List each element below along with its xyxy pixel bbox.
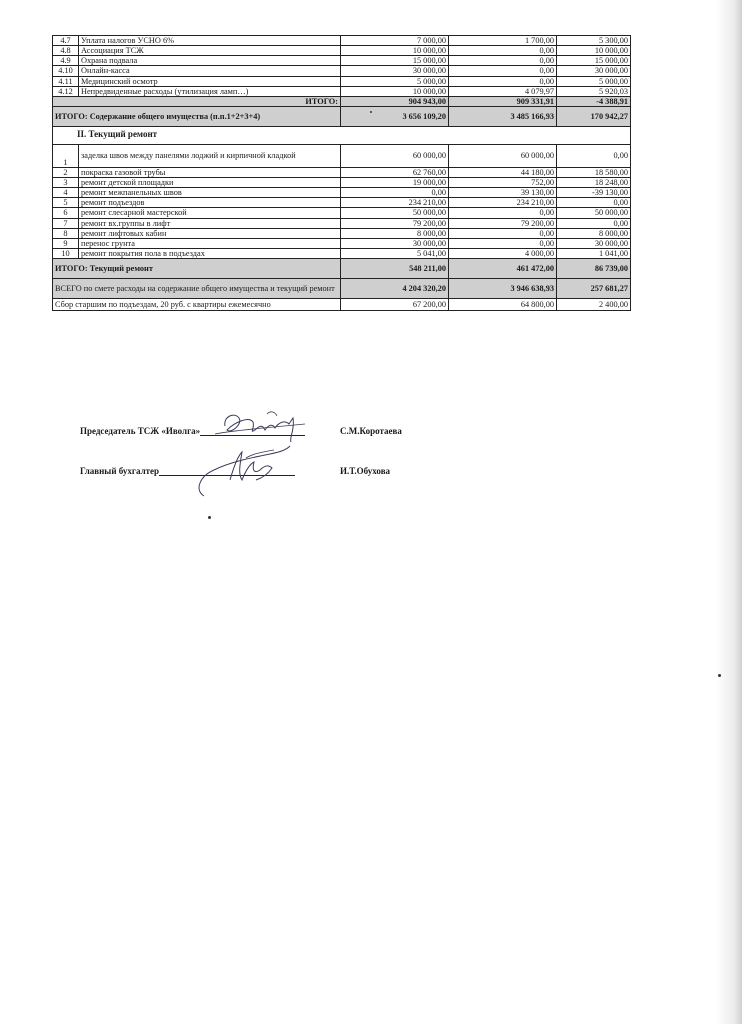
row-plan: 79 200,00	[341, 218, 449, 228]
row-name: Непредвиденные расходы (утилизация ламп…)	[79, 86, 341, 96]
subtotal-row	[53, 96, 631, 106]
table-row	[53, 188, 631, 198]
row-name: ремонт вх.группы в лифт	[79, 218, 341, 228]
table-row	[53, 36, 631, 46]
subtotal-diff: -4 388,91	[557, 96, 631, 106]
scan-speck	[718, 674, 721, 677]
accountant-signature-icon	[190, 440, 300, 502]
table-row	[53, 66, 631, 76]
row-number: 9	[53, 238, 79, 248]
row-fact: 0,00	[449, 76, 557, 86]
row-plan: 60 000,00	[341, 144, 449, 167]
table-row	[53, 46, 631, 56]
row-plan: 8 000,00	[341, 228, 449, 238]
row-plan: 10 000,00	[341, 46, 449, 56]
row-number: 4.10	[53, 66, 79, 76]
row-diff: -39 130,00	[557, 188, 631, 198]
row-plan: 50 000,00	[341, 208, 449, 218]
row-name: ремонт подъездов	[79, 198, 341, 208]
row-number: 8	[53, 228, 79, 238]
row-number: 4.11	[53, 76, 79, 86]
maintenance-total-fact: 3 485 166,93	[449, 106, 557, 126]
row-fact: 60 000,00	[449, 144, 557, 167]
row-fact: 1 700,00	[449, 36, 557, 46]
elders-fee-fact: 64 800,00	[449, 299, 557, 311]
grand-total-fact: 3 946 638,93	[449, 279, 557, 299]
row-fact: 0,00	[449, 66, 557, 76]
row-fact: 752,00	[449, 178, 557, 188]
row-plan: 30 000,00	[341, 238, 449, 248]
table-row	[53, 228, 631, 238]
row-diff: 18 580,00	[557, 167, 631, 177]
row-number: 4.7	[53, 36, 79, 46]
table-row	[53, 86, 631, 96]
row-diff: 30 000,00	[557, 238, 631, 248]
row-plan: 15 000,00	[341, 56, 449, 66]
row-name: перенос грунта	[79, 238, 341, 248]
accountant-name: И.Т.Обухова	[340, 466, 391, 476]
row-plan: 7 000,00	[341, 36, 449, 46]
row-plan: 10 000,00	[341, 86, 449, 96]
row-diff: 1 041,00	[557, 248, 631, 258]
row-plan: 62 760,00	[341, 167, 449, 177]
row-fact: 0,00	[449, 238, 557, 248]
table-row	[53, 198, 631, 208]
row-name: заделка швов между панелями лоджий и кирпичной кладкой	[79, 144, 341, 167]
repair-total-label: ИТОГО: Текущий ремонт	[53, 259, 341, 279]
row-number: 4.8	[53, 46, 79, 56]
grand-total-plan: 4 204 320,20	[341, 279, 449, 299]
row-diff: 0,00	[557, 144, 631, 167]
row-plan: 0,00	[341, 188, 449, 198]
row-number: 5	[53, 198, 79, 208]
grand-total-diff: 257 681,27	[557, 279, 631, 299]
row-diff: 0,00	[557, 218, 631, 228]
chair-name: С.М.Коротаева	[340, 426, 402, 436]
subtotal-label: ИТОГО:	[53, 96, 341, 106]
row-name: ремонт слесарной мастерской	[79, 208, 341, 218]
row-diff: 15 000,00	[557, 56, 631, 66]
scan-speck	[208, 516, 211, 519]
row-number: 10	[53, 248, 79, 258]
table-row	[53, 56, 631, 66]
row-number: 4	[53, 188, 79, 198]
row-diff: 30 000,00	[557, 66, 631, 76]
row-diff: 50 000,00	[557, 208, 631, 218]
row-name: ремонт детской площадки	[79, 178, 341, 188]
row-name: покраска газовой трубы	[79, 167, 341, 177]
row-number: 2	[53, 167, 79, 177]
row-number: 6	[53, 208, 79, 218]
row-fact: 4 000,00	[449, 248, 557, 258]
maintenance-total-row	[53, 106, 631, 126]
row-diff: 5 300,00	[557, 36, 631, 46]
row-fact: 4 079,97	[449, 86, 557, 96]
section-title: II. Текущий ремонт	[53, 126, 631, 144]
table-row	[53, 248, 631, 258]
row-name: Ассоциация ТСЖ	[79, 46, 341, 56]
maintenance-total-label: ИТОГО: Содержание общего имущества (п.п.1+2+3+4)	[53, 106, 341, 126]
row-name: ремонт покрытия пола в подъездах	[79, 248, 341, 258]
row-plan: 234 210,00	[341, 198, 449, 208]
row-name: Охрана подвала	[79, 56, 341, 66]
maintenance-total-plan: 3 656 109,20	[341, 106, 449, 126]
row-name: Медицинский осмотр	[79, 76, 341, 86]
grand-total-label: ВСЕГО по смете расходы на содержание общего имущества и текущий ремонт	[53, 279, 341, 299]
accountant-role: Главный бухгалтер	[80, 466, 160, 476]
subtotal-fact: 909 331,91	[449, 96, 557, 106]
row-fact: 0,00	[449, 208, 557, 218]
row-number: 7	[53, 218, 79, 228]
elders-fee-plan: 67 200,00	[341, 299, 449, 311]
row-fact: 0,00	[449, 228, 557, 238]
table-row	[53, 167, 631, 177]
row-name: ремонт межпанельных швов	[79, 188, 341, 198]
row-number: 4.12	[53, 86, 79, 96]
section-header-row	[53, 126, 631, 144]
row-name: Онлайн-касса	[79, 66, 341, 76]
row-diff: 5 920,03	[557, 86, 631, 96]
row-number: 4.9	[53, 56, 79, 66]
table-row	[53, 238, 631, 248]
chair-role: Председатель ТСЖ «Иволга»	[80, 426, 201, 436]
repair-total-plan: 548 211,00	[341, 259, 449, 279]
budget-table	[52, 35, 631, 311]
elders-fee-label: Сбор старшим по подъездам, 20 руб. с квартиры ежемесячно	[53, 299, 341, 311]
row-number: 3	[53, 178, 79, 188]
table-row	[53, 218, 631, 228]
row-diff: 18 248,00	[557, 178, 631, 188]
row-number: 1	[53, 144, 79, 167]
row-name: ремонт лифтовых кабин	[79, 228, 341, 238]
row-name: Уплата налогов УСНО 6%	[79, 36, 341, 46]
repair-total-diff: 86 739,00	[557, 259, 631, 279]
grand-total-row	[53, 279, 631, 299]
row-diff: 8 000,00	[557, 228, 631, 238]
row-fact: 39 130,00	[449, 188, 557, 198]
table-row	[53, 144, 631, 167]
row-fact: 44 180,00	[449, 167, 557, 177]
table-row	[53, 208, 631, 218]
scan-speck	[370, 111, 372, 113]
row-plan: 30 000,00	[341, 66, 449, 76]
repair-total-fact: 461 472,00	[449, 259, 557, 279]
elders-fee-row	[53, 299, 631, 311]
row-plan: 5 000,00	[341, 76, 449, 86]
repair-total-row	[53, 259, 631, 279]
table-row	[53, 76, 631, 86]
row-diff: 10 000,00	[557, 46, 631, 56]
elders-fee-diff: 2 400,00	[557, 299, 631, 311]
maintenance-total-diff: 170 942,27	[557, 106, 631, 126]
row-fact: 234 210,00	[449, 198, 557, 208]
table-row	[53, 178, 631, 188]
row-diff: 5 000,00	[557, 76, 631, 86]
subtotal-plan: 904 943,00	[341, 96, 449, 106]
row-diff: 0,00	[557, 198, 631, 208]
row-plan: 5 041,00	[341, 248, 449, 258]
row-plan: 19 000,00	[341, 178, 449, 188]
scan-edge-shadow	[716, 0, 742, 1024]
row-fact: 0,00	[449, 46, 557, 56]
row-fact: 0,00	[449, 56, 557, 66]
row-fact: 79 200,00	[449, 218, 557, 228]
